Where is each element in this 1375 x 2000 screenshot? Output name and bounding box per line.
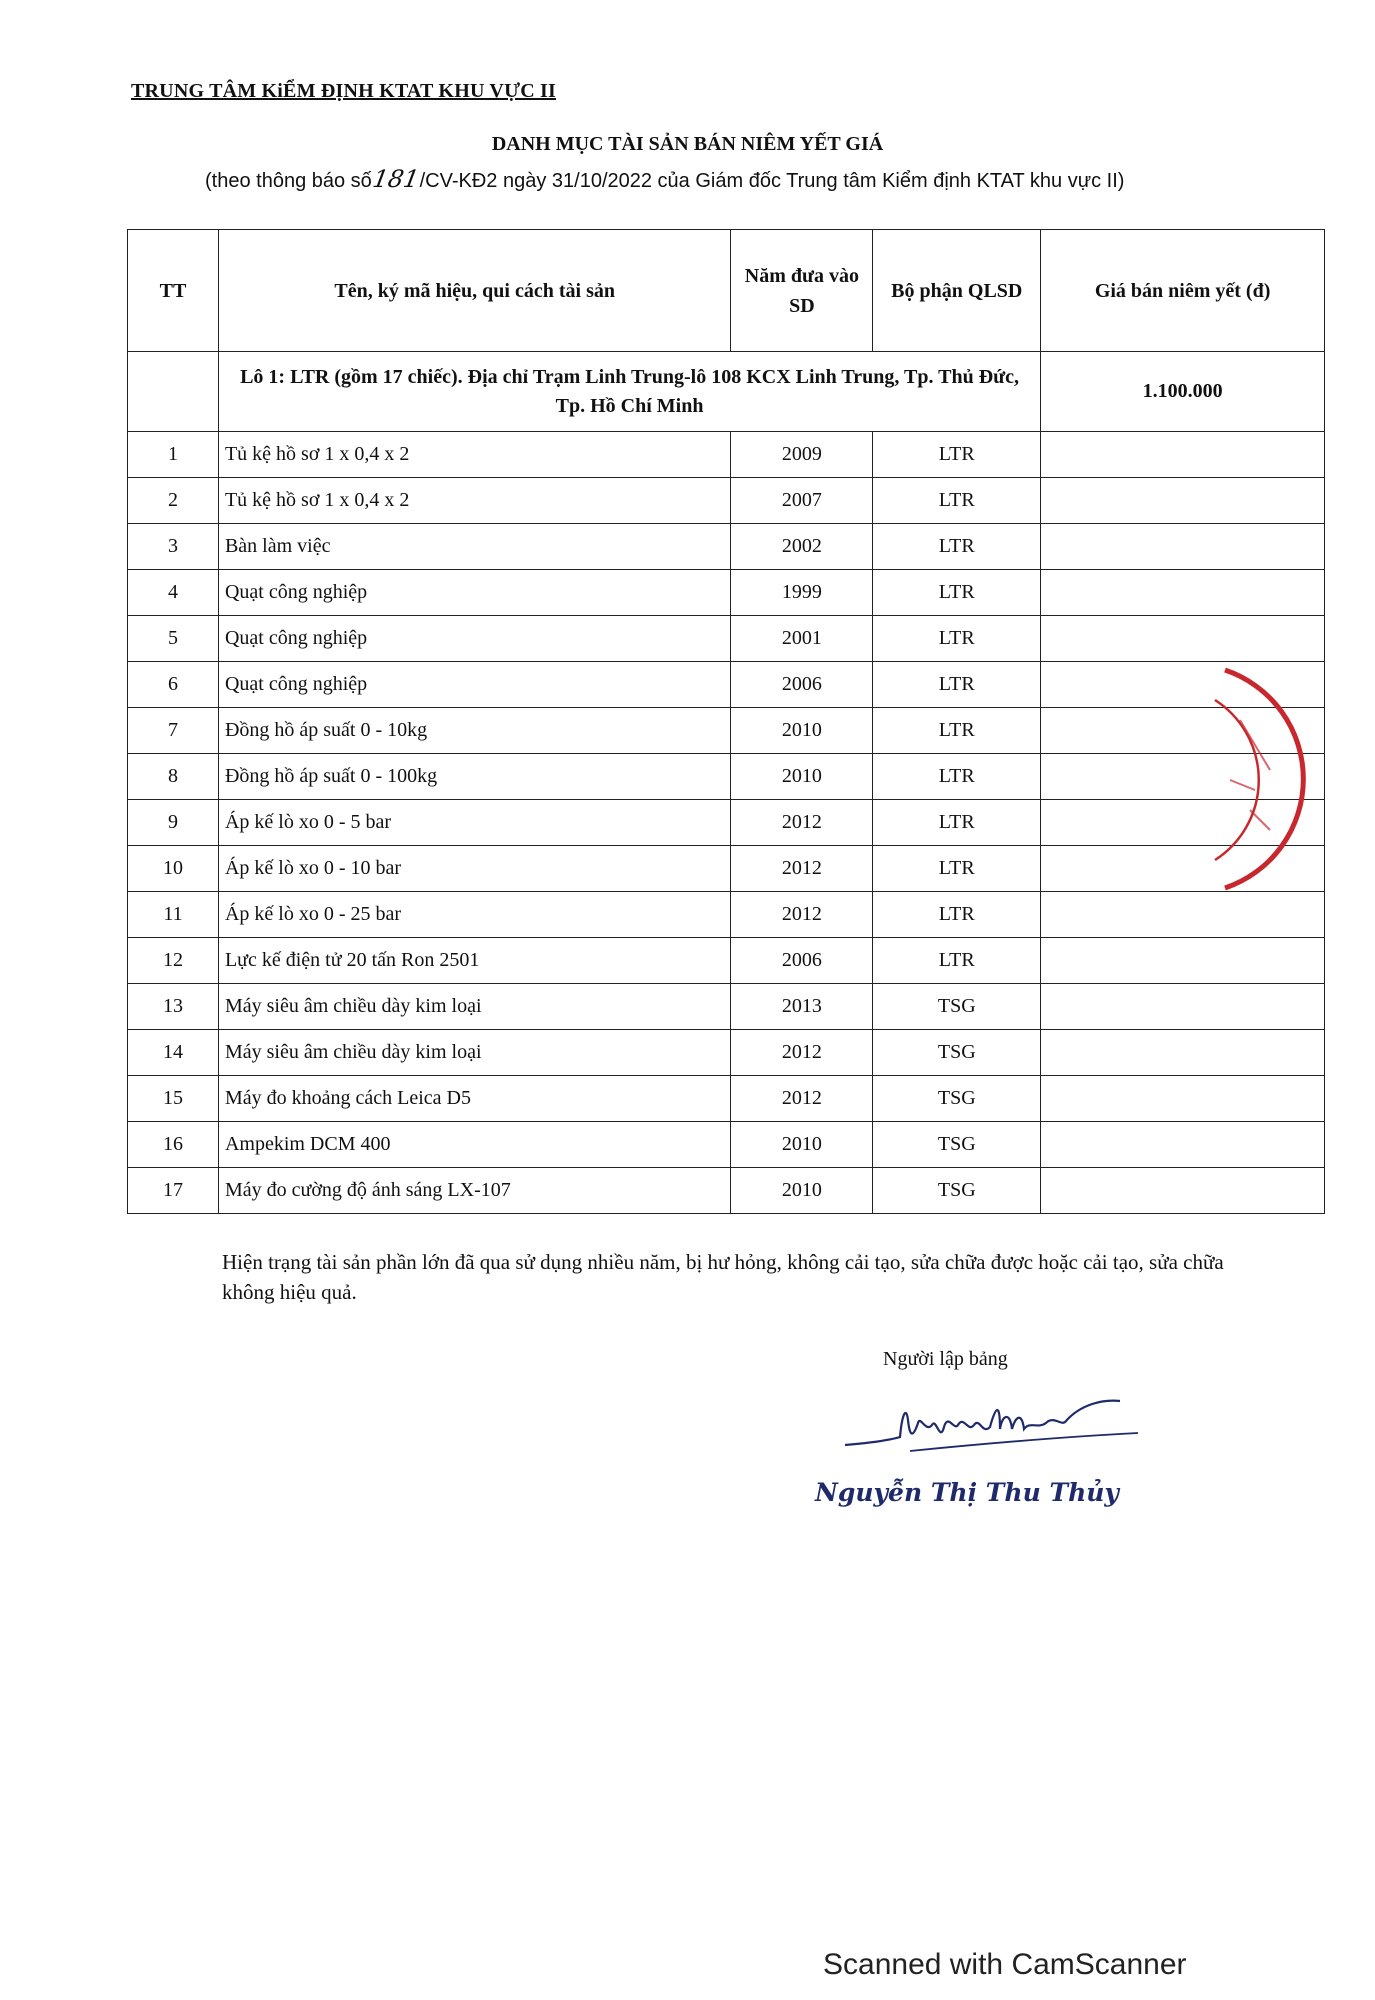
row-year-cell: 2010 <box>731 708 873 754</box>
row-tt-cell: 11 <box>128 892 219 938</box>
row-dept-cell: TSG <box>873 1122 1041 1168</box>
row-dept-cell: LTR <box>873 478 1041 524</box>
table-row <box>128 800 1325 846</box>
row-dept-cell: LTR <box>873 616 1041 662</box>
document-subtitle <box>205 165 1124 193</box>
row-tt-cell: 10 <box>128 846 219 892</box>
row-year-cell: 2013 <box>731 984 873 1030</box>
row-tt-cell: 4 <box>128 570 219 616</box>
row-name-cell: Quạt công nghiệp <box>218 616 731 662</box>
row-year-cell: 1999 <box>731 570 873 616</box>
row-tt-cell: 8 <box>128 754 219 800</box>
row-year-cell: 2010 <box>731 1168 873 1214</box>
row-dept-cell: TSG <box>873 984 1041 1030</box>
row-dept-cell: LTR <box>873 524 1041 570</box>
table-header-row <box>128 230 1325 352</box>
row-name-cell: Máy siêu âm chiều dày kim loại <box>218 984 731 1030</box>
table-row <box>128 892 1325 938</box>
lot-tt-cell <box>128 352 219 432</box>
subtitle-prefix: (theo thông báo số <box>205 170 372 192</box>
row-year-cell: 2012 <box>731 1076 873 1122</box>
row-price-cell <box>1041 478 1325 524</box>
table-row <box>128 524 1325 570</box>
row-year-cell: 2006 <box>731 662 873 708</box>
column-header-year: Năm đưa vào SD <box>731 230 873 352</box>
organization-name: TRUNG TÂM KiỂM ĐỊNH KTAT KHU VỰC II <box>131 80 556 102</box>
row-price-cell <box>1041 984 1325 1030</box>
official-stamp-image <box>1200 660 1330 900</box>
asset-status-note: Hiện trạng tài sản phần lớn đã qua sử dụng nhiều năm, bị hư hỏng, không cải tạo, sửa chữa được hoặc cải tạo, sửa chữa không hiệu quả. <box>222 1250 1224 1304</box>
table-row <box>128 616 1325 662</box>
row-tt-cell: 3 <box>128 524 219 570</box>
subtitle-suffix: /CV-KĐ2 ngày 31/10/2022 của Giám đốc Trung tâm Kiểm định KTAT khu vực II) <box>419 170 1125 192</box>
row-tt-cell: 1 <box>128 432 219 478</box>
row-year-cell: 2009 <box>731 432 873 478</box>
table-row <box>128 570 1325 616</box>
row-price-cell <box>1041 616 1325 662</box>
table-row <box>128 1076 1325 1122</box>
row-dept-cell: TSG <box>873 1168 1041 1214</box>
row-name-cell: Đồng hồ áp suất 0 - 100kg <box>218 754 731 800</box>
row-dept-cell: LTR <box>873 754 1041 800</box>
row-name-cell: Máy đo cường độ ánh sáng LX-107 <box>218 1168 731 1214</box>
row-name-cell: Áp kế lò xo 0 - 25 bar <box>218 892 731 938</box>
row-year-cell: 2012 <box>731 846 873 892</box>
column-header-price: Giá bán niêm yết (đ) <box>1041 230 1325 352</box>
row-year-cell: 2012 <box>731 892 873 938</box>
row-price-cell <box>1041 1168 1325 1214</box>
row-tt-cell: 14 <box>128 1030 219 1076</box>
table-row <box>128 432 1325 478</box>
row-name-cell: Quạt công nghiệp <box>218 662 731 708</box>
row-name-cell: Tủ kệ hồ sơ 1 x 0,4 x 2 <box>218 432 731 478</box>
row-name-cell: Ampekim DCM 400 <box>218 1122 731 1168</box>
row-name-cell: Máy siêu âm chiều dày kim loại <box>218 1030 731 1076</box>
table-row <box>128 846 1325 892</box>
row-tt-cell: 17 <box>128 1168 219 1214</box>
row-year-cell: 2001 <box>731 616 873 662</box>
row-tt-cell: 15 <box>128 1076 219 1122</box>
row-name-cell: Tủ kệ hồ sơ 1 x 0,4 x 2 <box>218 478 731 524</box>
table-row <box>128 1122 1325 1168</box>
row-tt-cell: 12 <box>128 938 219 984</box>
row-name-cell: Lực kế điện tử 20 tấn Ron 2501 <box>218 938 731 984</box>
table-row <box>128 1168 1325 1214</box>
row-year-cell: 2007 <box>731 478 873 524</box>
row-dept-cell: TSG <box>873 1030 1041 1076</box>
column-header-tt: TT <box>128 230 219 352</box>
preparer-label: Người lập bảng <box>883 1348 1008 1370</box>
row-year-cell: 2012 <box>731 800 873 846</box>
row-tt-cell: 6 <box>128 662 219 708</box>
row-year-cell: 2012 <box>731 1030 873 1076</box>
row-dept-cell: LTR <box>873 800 1041 846</box>
table-row <box>128 478 1325 524</box>
row-tt-cell: 2 <box>128 478 219 524</box>
row-dept-cell: TSG <box>873 1076 1041 1122</box>
column-header-dept: Bộ phận QLSD <box>873 230 1041 352</box>
row-name-cell: Áp kế lò xo 0 - 10 bar <box>218 846 731 892</box>
row-dept-cell: LTR <box>873 938 1041 984</box>
row-price-cell <box>1041 1076 1325 1122</box>
row-dept-cell: LTR <box>873 662 1041 708</box>
row-name-cell: Máy đo khoảng cách Leica D5 <box>218 1076 731 1122</box>
row-dept-cell: LTR <box>873 708 1041 754</box>
row-year-cell: 2002 <box>731 524 873 570</box>
table-row <box>128 708 1325 754</box>
row-price-cell <box>1041 1122 1325 1168</box>
lot-price: 1.100.000 <box>1041 352 1325 432</box>
lot-description: Lô 1: LTR (gồm 17 chiếc). Địa chỉ Trạm Linh Trung-lô 108 KCX Linh Trung, Tp. Thủ Đức, Tp. Hồ Chí Minh <box>218 352 1040 432</box>
row-price-cell <box>1041 570 1325 616</box>
row-tt-cell: 7 <box>128 708 219 754</box>
row-dept-cell: LTR <box>873 570 1041 616</box>
row-dept-cell: LTR <box>873 432 1041 478</box>
row-dept-cell: LTR <box>873 846 1041 892</box>
row-dept-cell: LTR <box>873 892 1041 938</box>
row-name-cell: Áp kế lò xo 0 - 5 bar <box>218 800 731 846</box>
row-tt-cell: 5 <box>128 616 219 662</box>
signature-image <box>840 1385 1140 1465</box>
table-row <box>128 754 1325 800</box>
table-row <box>128 662 1325 708</box>
row-year-cell: 2010 <box>731 1122 873 1168</box>
asset-table <box>127 229 1325 1214</box>
row-name-cell: Quạt công nghiệp <box>218 570 731 616</box>
row-price-cell <box>1041 524 1325 570</box>
row-tt-cell: 13 <box>128 984 219 1030</box>
row-year-cell: 2006 <box>731 938 873 984</box>
row-price-cell <box>1041 432 1325 478</box>
row-name-cell: Bàn làm việc <box>218 524 731 570</box>
row-price-cell <box>1041 1030 1325 1076</box>
lot-row <box>128 352 1325 432</box>
notice-number: 181 <box>370 165 422 193</box>
document-title: DANH MỤC TÀI SẢN BÁN NIÊM YẾT GIÁ <box>491 133 884 155</box>
column-header-name: Tên, ký mã hiệu, qui cách tài sản <box>218 230 731 352</box>
table-row <box>128 984 1325 1030</box>
row-tt-cell: 9 <box>128 800 219 846</box>
row-price-cell <box>1041 938 1325 984</box>
scanner-watermark: Scanned with CamScanner <box>823 1948 1187 1981</box>
row-year-cell: 2010 <box>731 754 873 800</box>
row-tt-cell: 16 <box>128 1122 219 1168</box>
table-row <box>128 1030 1325 1076</box>
row-name-cell: Đồng hồ áp suất 0 - 10kg <box>218 708 731 754</box>
table-row <box>128 938 1325 984</box>
preparer-name: Nguyễn Thị Thu Thủy <box>815 1478 1119 1507</box>
